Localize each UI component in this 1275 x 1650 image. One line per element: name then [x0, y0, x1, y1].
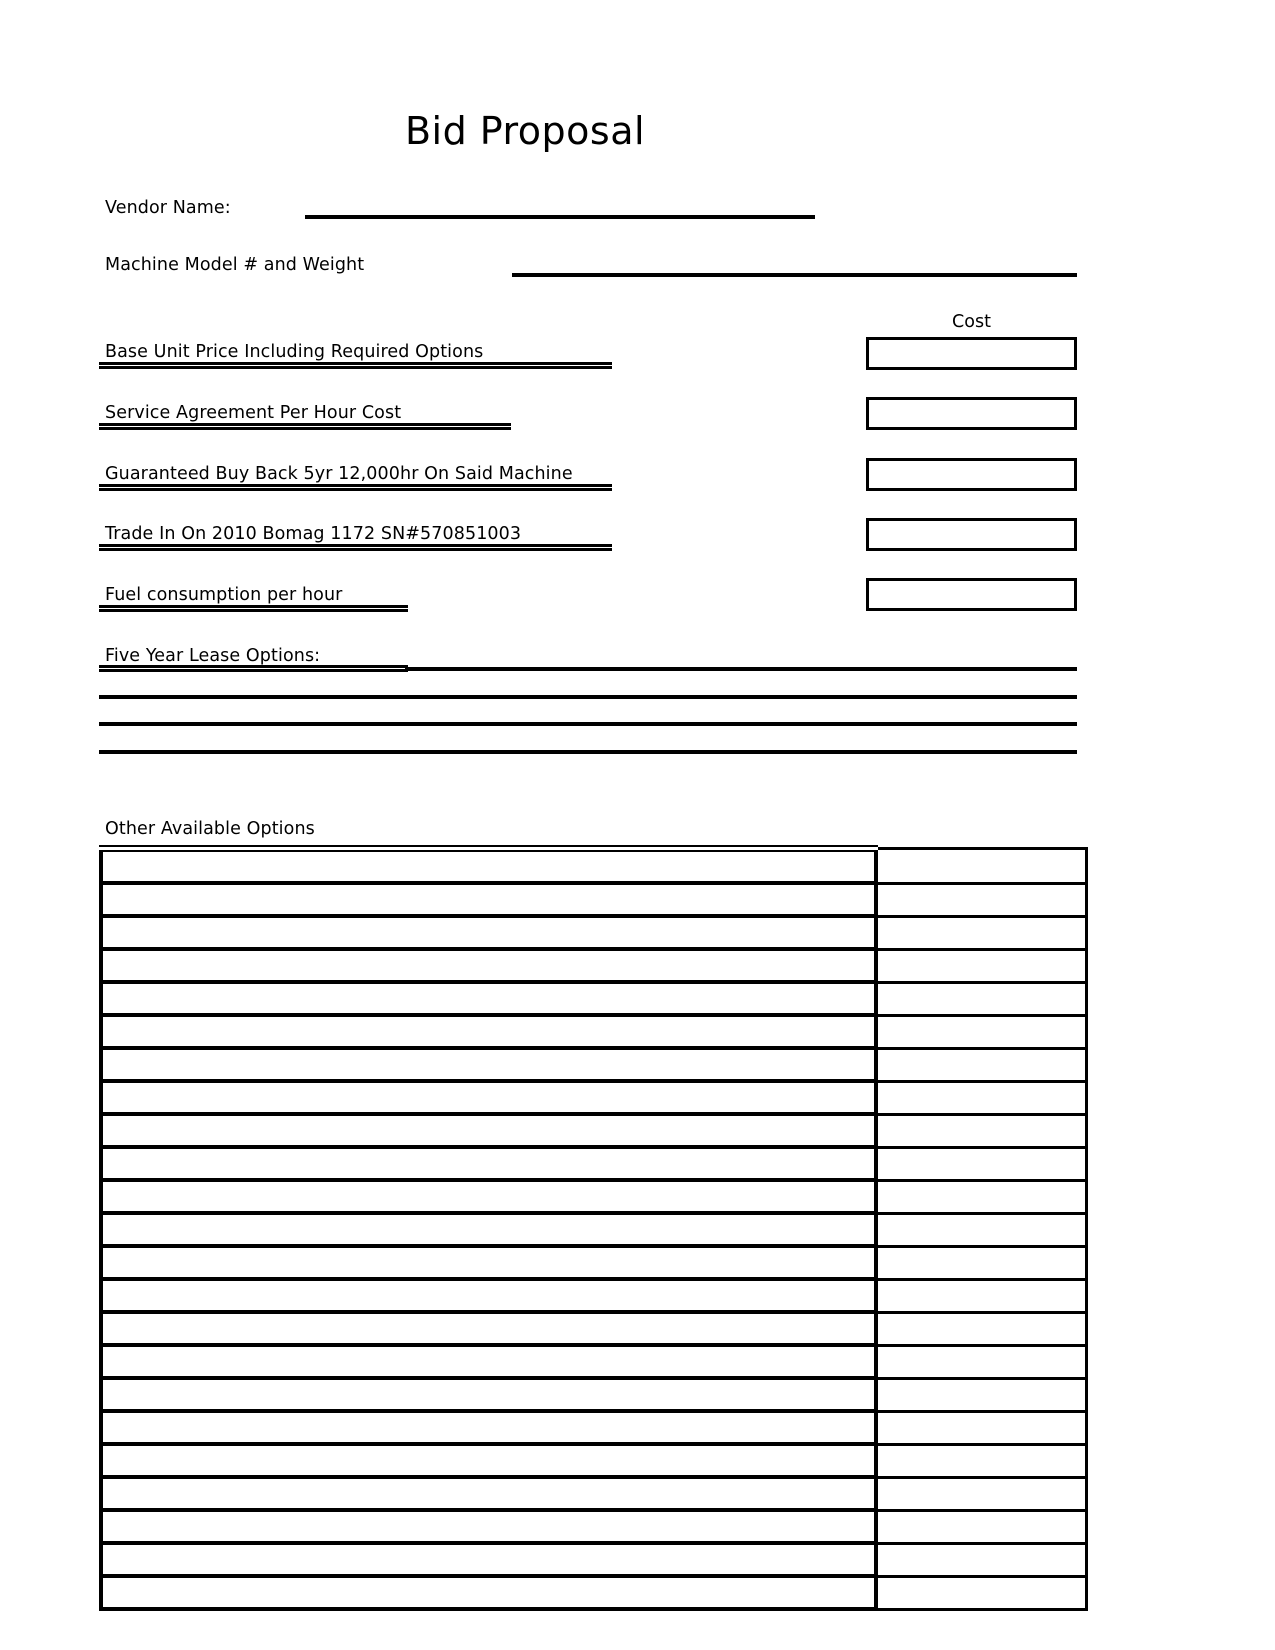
machine-model-label: Machine Model # and Weight: [105, 255, 365, 275]
other-options-table-wrap: [99, 845, 1077, 1611]
option-cost-cell[interactable]: [876, 849, 1087, 884]
option-description-cell[interactable]: [101, 883, 876, 916]
table-row: [101, 1147, 1087, 1180]
machine-model-input-rule[interactable]: [512, 273, 1077, 277]
option-cost-cell[interactable]: [876, 1246, 1087, 1279]
table-row: [101, 1576, 1087, 1609]
option-description-cell[interactable]: [101, 1345, 876, 1378]
option-description-cell[interactable]: [101, 1576, 876, 1609]
option-description-cell[interactable]: [101, 1543, 876, 1576]
option-cost-cell[interactable]: [876, 1444, 1087, 1477]
table-row: [101, 1510, 1087, 1543]
option-cost-cell[interactable]: [876, 1312, 1087, 1345]
page-title: Bid Proposal: [404, 109, 646, 153]
other-options-table: [99, 845, 1088, 1611]
option-cost-cell[interactable]: [876, 883, 1087, 916]
cost-item-label-trade-in: Trade In On 2010 Bomag 1172 SN#570851003: [105, 524, 522, 544]
table-row: [101, 1015, 1087, 1048]
cost-item-rule-base-unit-price: [99, 362, 612, 369]
cost-item-rule-guaranteed-buy-back: [99, 484, 612, 491]
table-row: [101, 949, 1087, 982]
table-row: [101, 1279, 1087, 1312]
table-row: [101, 849, 1087, 884]
table-row: [101, 1213, 1087, 1246]
option-description-cell[interactable]: [101, 949, 876, 982]
option-description-cell[interactable]: [101, 1081, 876, 1114]
cost-item-label-fuel-consumption: Fuel consumption per hour: [105, 585, 343, 605]
option-description-cell[interactable]: [101, 1180, 876, 1213]
table-row: [101, 1312, 1087, 1345]
table-row: [101, 982, 1087, 1015]
cost-input-trade-in[interactable]: [866, 518, 1077, 551]
option-description-cell[interactable]: [101, 982, 876, 1015]
table-row: [101, 1444, 1087, 1477]
cost-item-label-base-unit-price: Base Unit Price Including Required Options: [105, 342, 484, 362]
cost-input-base-unit-price[interactable]: [866, 337, 1077, 370]
lease-options-line-2[interactable]: [99, 695, 1077, 699]
option-cost-cell[interactable]: [876, 1180, 1087, 1213]
option-description-cell[interactable]: [101, 1378, 876, 1411]
option-cost-cell[interactable]: [876, 1378, 1087, 1411]
option-description-cell[interactable]: [101, 1510, 876, 1543]
lease-options-line-4[interactable]: [99, 750, 1077, 754]
cost-item-rule-trade-in: [99, 544, 612, 551]
lease-options-label: Five Year Lease Options:: [105, 646, 321, 666]
option-cost-cell[interactable]: [876, 949, 1087, 982]
option-description-cell[interactable]: [101, 1015, 876, 1048]
lease-options-line-3[interactable]: [99, 722, 1077, 726]
table-row: [101, 1114, 1087, 1147]
option-cost-cell[interactable]: [876, 1048, 1087, 1081]
option-cost-cell[interactable]: [876, 1543, 1087, 1576]
option-cost-cell[interactable]: [876, 1477, 1087, 1510]
cost-input-service-agreement[interactable]: [866, 397, 1077, 430]
cost-item-label-service-agreement: Service Agreement Per Hour Cost: [105, 403, 402, 423]
table-row: [101, 1081, 1087, 1114]
option-cost-cell[interactable]: [876, 1114, 1087, 1147]
option-description-cell[interactable]: [101, 1444, 876, 1477]
cost-input-guaranteed-buy-back[interactable]: [866, 458, 1077, 491]
option-description-cell[interactable]: [101, 1477, 876, 1510]
option-cost-cell[interactable]: [876, 1279, 1087, 1312]
table-row: [101, 1345, 1087, 1378]
other-options-label: Other Available Options: [105, 819, 315, 839]
option-description-cell[interactable]: [101, 1279, 876, 1312]
option-description-cell[interactable]: [101, 1114, 876, 1147]
vendor-name-label: Vendor Name:: [105, 198, 231, 218]
option-description-cell[interactable]: [101, 1411, 876, 1444]
cost-item-rule-fuel-consumption: [99, 605, 408, 612]
lease-options-line-1[interactable]: [405, 667, 1077, 671]
option-description-cell[interactable]: [101, 916, 876, 949]
option-cost-cell[interactable]: [876, 1147, 1087, 1180]
table-row: [101, 883, 1087, 916]
option-cost-cell[interactable]: [876, 1081, 1087, 1114]
option-cost-cell[interactable]: [876, 1213, 1087, 1246]
table-row: [101, 1411, 1087, 1444]
option-cost-cell[interactable]: [876, 982, 1087, 1015]
option-cost-cell[interactable]: [876, 1510, 1087, 1543]
table-row: [101, 916, 1087, 949]
table-row: [101, 1246, 1087, 1279]
lease-options-label-rule: [99, 665, 408, 672]
table-row: [101, 1543, 1087, 1576]
option-description-cell[interactable]: [101, 1147, 876, 1180]
vendor-name-input-rule[interactable]: [305, 215, 815, 219]
table-row: [101, 1477, 1087, 1510]
table-row: [101, 1378, 1087, 1411]
table-row: [101, 1048, 1087, 1081]
option-description-cell[interactable]: [101, 1213, 876, 1246]
option-cost-cell[interactable]: [876, 1345, 1087, 1378]
option-description-cell[interactable]: [101, 1048, 876, 1081]
option-cost-cell[interactable]: [876, 1576, 1087, 1609]
cost-input-fuel-consumption[interactable]: [866, 578, 1077, 611]
option-description-cell[interactable]: [101, 1246, 876, 1279]
cost-column-header: Cost: [952, 312, 991, 332]
option-description-cell[interactable]: [101, 849, 876, 884]
cost-item-label-guaranteed-buy-back: Guaranteed Buy Back 5yr 12,000hr On Said Machine: [105, 464, 573, 484]
option-cost-cell[interactable]: [876, 1411, 1087, 1444]
option-description-cell[interactable]: [101, 1312, 876, 1345]
cost-item-rule-service-agreement: [99, 423, 511, 430]
option-cost-cell[interactable]: [876, 916, 1087, 949]
table-row: [101, 1180, 1087, 1213]
option-cost-cell[interactable]: [876, 1015, 1087, 1048]
